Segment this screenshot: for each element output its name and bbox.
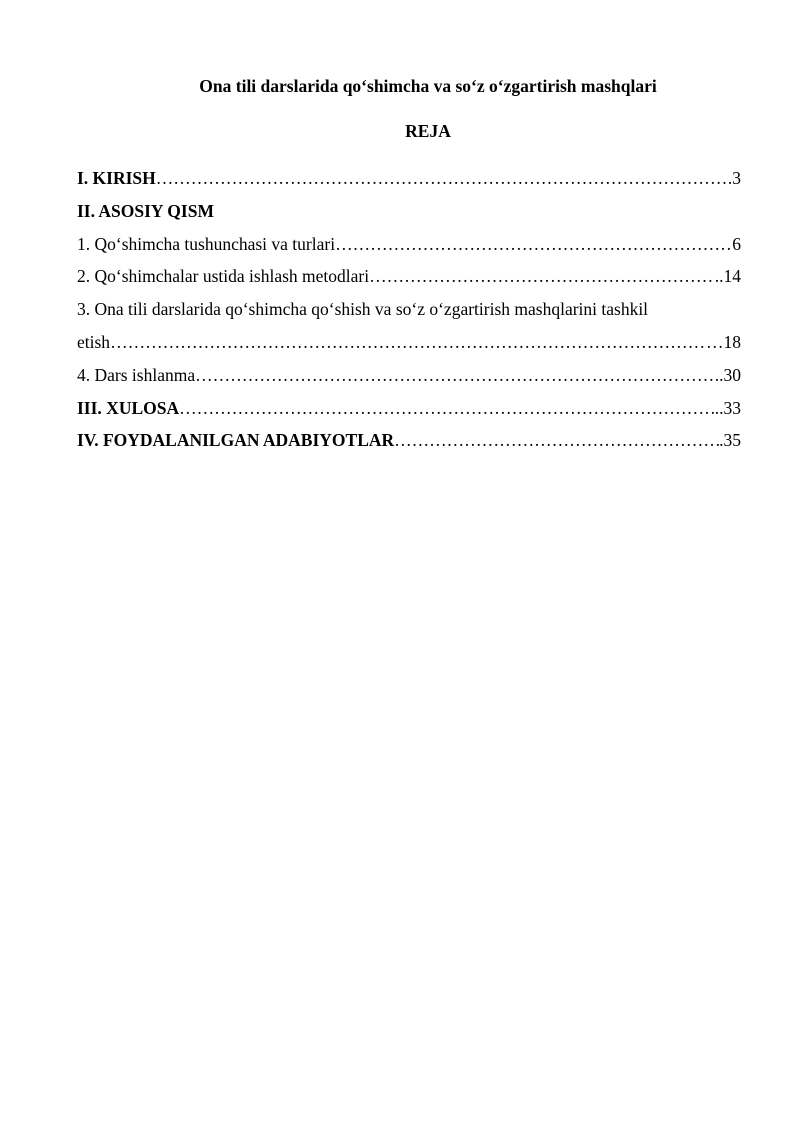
toc-page-number: ..33 xyxy=(714,397,741,418)
toc-page-number: .3 xyxy=(727,168,741,188)
toc-entry-label: I. KIRISH xyxy=(77,168,156,188)
toc-dot-leader xyxy=(156,162,728,195)
toc-dot-leader xyxy=(110,326,706,359)
document-title: Ona tili darslarida qo‘shimcha va so‘z o‘zgartirish mashqlari xyxy=(199,76,657,96)
toc-entry-label: IV. FOYDALANILGAN ADABIYOTLAR xyxy=(77,430,395,451)
toc-entry-item-1 xyxy=(77,228,741,261)
toc-entry-xulosa xyxy=(77,392,741,425)
table-of-contents xyxy=(77,162,741,457)
toc-entry-adabiyotlar xyxy=(77,424,741,457)
toc-entry-label: 4. Dars ishlanma xyxy=(77,364,196,385)
toc-dot-leader xyxy=(369,260,715,293)
toc-entry-item-3-line-2 xyxy=(77,326,741,359)
toc-entry-item-2 xyxy=(77,260,741,293)
toc-entry-label: etish xyxy=(77,331,111,352)
plan-heading: REJA xyxy=(405,121,451,141)
toc-page-number: ..14 xyxy=(714,266,741,287)
toc-dot-leader xyxy=(394,424,719,457)
toc-entry-label: 1. Qo‘shimcha tushunchasi va turlari xyxy=(77,233,336,254)
toc-page-number: .35 xyxy=(719,430,741,451)
toc-entry-item-3-line-1: 3. Ona tili darslarida qo‘shimcha qo‘shish va so‘z o‘zgartirish mashqlarini tashkil xyxy=(77,299,649,320)
toc-dot-leader xyxy=(335,228,732,261)
toc-section-asosiy-qism: II. ASOSIY QISM xyxy=(77,200,214,221)
toc-entry-label: III. XULOSA xyxy=(77,397,180,418)
toc-page-number: ..30 xyxy=(714,364,741,385)
toc-entry-item-4 xyxy=(77,359,741,392)
toc-dot-leader xyxy=(195,359,715,392)
toc-page-number: …18 xyxy=(706,331,741,352)
toc-entry-kirish xyxy=(77,162,741,195)
toc-entry-label: 2. Qo‘shimchalar ustida ishlash metodlari xyxy=(77,266,370,287)
toc-page-number: 6 xyxy=(732,233,741,254)
toc-dot-leader xyxy=(179,392,715,425)
